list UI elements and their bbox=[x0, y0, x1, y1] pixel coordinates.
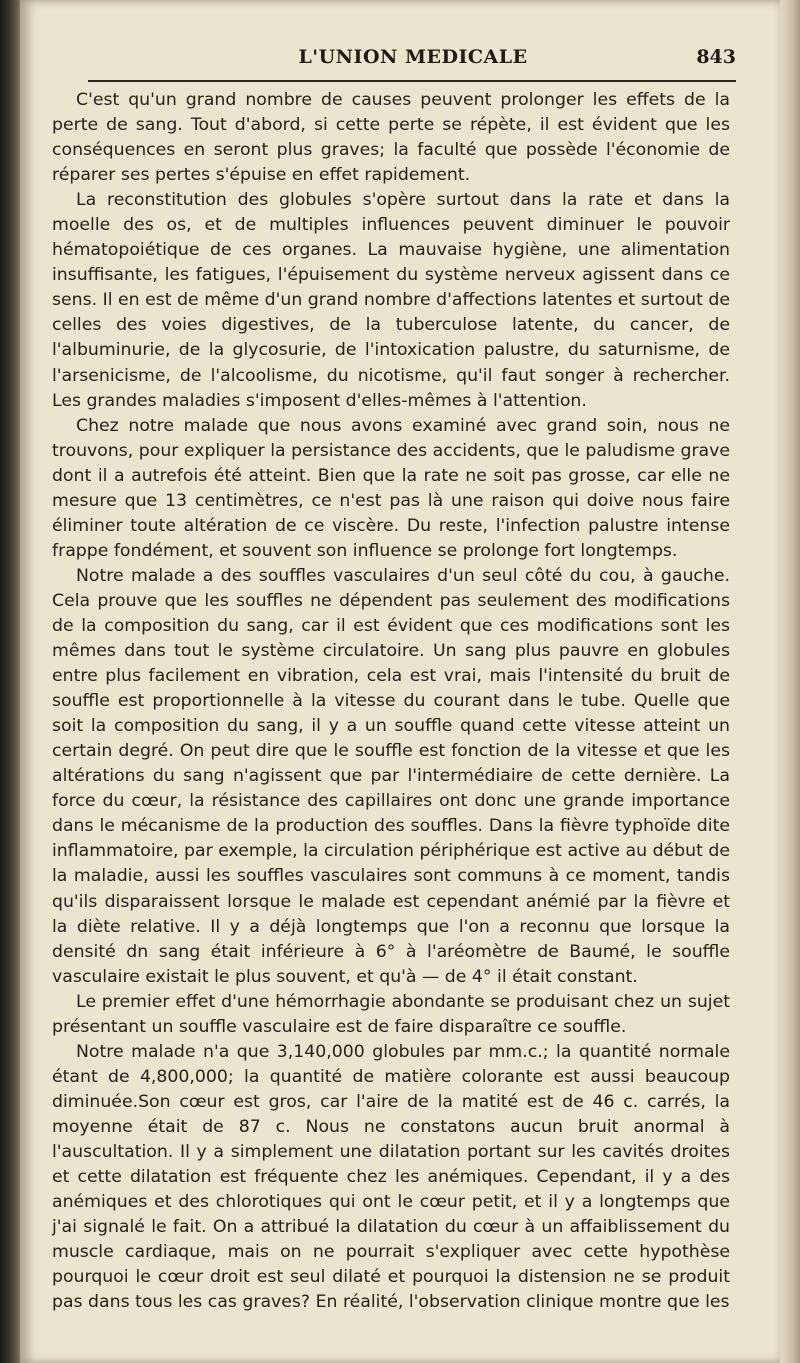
paragraph-1: C'est qu'un grand nombre de causes peuvent prolonger les effets de la perte de sang. Tout d'abord, si cette perte se répète, il est évident que les conséquences en seront plus graves; la faculté que possède l'économie de réparer ses pertes s'épuise en effet rapidement. bbox=[52, 90, 730, 186]
paragraph-6: Notre malade n'a que 3,140,000 globules par mm.c.; la quantité normale étant de 4,800,000; la quantité de matière colorante est aussi beaucoup diminuée.Son cœur est gros, car l'aire de la matité est de 46 c. carrés, la moyenne était de 87 c. Nous ne constatons aucun bruit anormal à l'auscultation. Il y a simplement une dilatation portant sur les cavités droites et cette dilatation est fréquente chez les anémiques. Cependant, il y a des anémiques et des chlorotiques qui ont le cœur petit, et il y a longtemps que j'ai signalé le fait. On a attribué la dilatation du cœur à un affaiblissement du muscle cardiaque, mais on ne pourrait s'expliquer avec cette hypothèse pourquoi le cœur droit est seul dilaté et pourquoi la distension ne se produit pas dans tous les cas graves? En réalité, l'observation clinique montre que les bbox=[52, 1041, 730, 1313]
paragraph-5: Le premier effet d'une hémorrhagie abondante se produisant chez un sujet présentant un souffle vasculaire est de faire disparaître ce souffle. bbox=[52, 991, 730, 1037]
paragraph-3: Chez notre malade que nous avons examiné avec grand soin, nous ne trouvons, pour expliquer la persistance des accidents, que le paludisme grave dont il a autrefois été atteint. Bien que la rate ne soit pas grosse, car elle ne mesure que 13 centimètres, ce n'est pas là une raison qui doive nous faire éliminer toute altération de ce viscère. Du reste, l'infection palustre intense frappe fondément, et souvent son influence se prolonge fort longtemps. bbox=[52, 415, 730, 561]
bleed-through-text bbox=[90, 1302, 730, 1320]
paragraph-2: La reconstitution des globules s'opère surtout dans la rate et dans la moelle des os, et de multiples influences peuvent diminuer le pouvoir hématopoiétique de ces organes. La mauvaise hygiène, une alimentation insuffisante, les fatigues, l'épuisement du système nerveux agissent dans ce sens. Il en est de même d'un grand nombre d'affections latentes et surtout de celles des voies digestives, de la tuberculose latente, du cancer, de l'albuminurie, de la glycosurie, de l'intoxication palustre, du saturnisme, de l'arsenicisme, de l'alcoolisme, du nicotisme, qu'il faut songer à rechercher. Les grandes maladies s'imposent d'elles-mêmes à l'attention. bbox=[52, 190, 730, 411]
page-header bbox=[90, 46, 736, 76]
page-number: 843 bbox=[696, 46, 736, 68]
paragraph-4: Notre malade a des souffles vasculaires d'un seul côté du cou, à gauche. Cela prouve que les souffles ne dépendent pas seulement des modifications de la composition du sang, car il est évident que ces modifications sont les mêmes dans tout le système circulatoire. Un sang plus pauvre en globules entre plus facilement en vibration, cela est vrai, mais l'intensité du bruit de souffle est proportionnelle à la vitesse du courant dans le tube. Quelle que soit la composition du sang, il y a un souffle quand cette vitesse atteint un certain degré. On peut dire que le souffle est fonction de la vitesse et que les altérations du sang n'agissent que par l'intermédiaire de cette dernière. La force du cœur, la résistance des capillaires ont donc une grande importance dans le mécanisme de la production des souffles. Dans la fièvre typhoïde dite inflammatoire, par exemple, la circulation périphérique est active au début de la maladie, aussi les souffles vasculaires sont communs à ce moment, tandis qu'ils disparaissent lorsque le malade est cependant anémié par la fièvre et la diète relative. Il y a déjà longtemps que l'on a reconnu que lorsque la densité dn sang était inférieure à 6° à l'aréomètre de Baumé, le souffle vasculaire existait le plus souvent, et qu'à — de 4° il était constant. bbox=[52, 565, 730, 987]
body-text bbox=[52, 88, 730, 1315]
page-edge bbox=[780, 0, 800, 1363]
header-rule bbox=[88, 80, 736, 82]
running-title: L'UNION MEDICALE bbox=[298, 46, 528, 68]
